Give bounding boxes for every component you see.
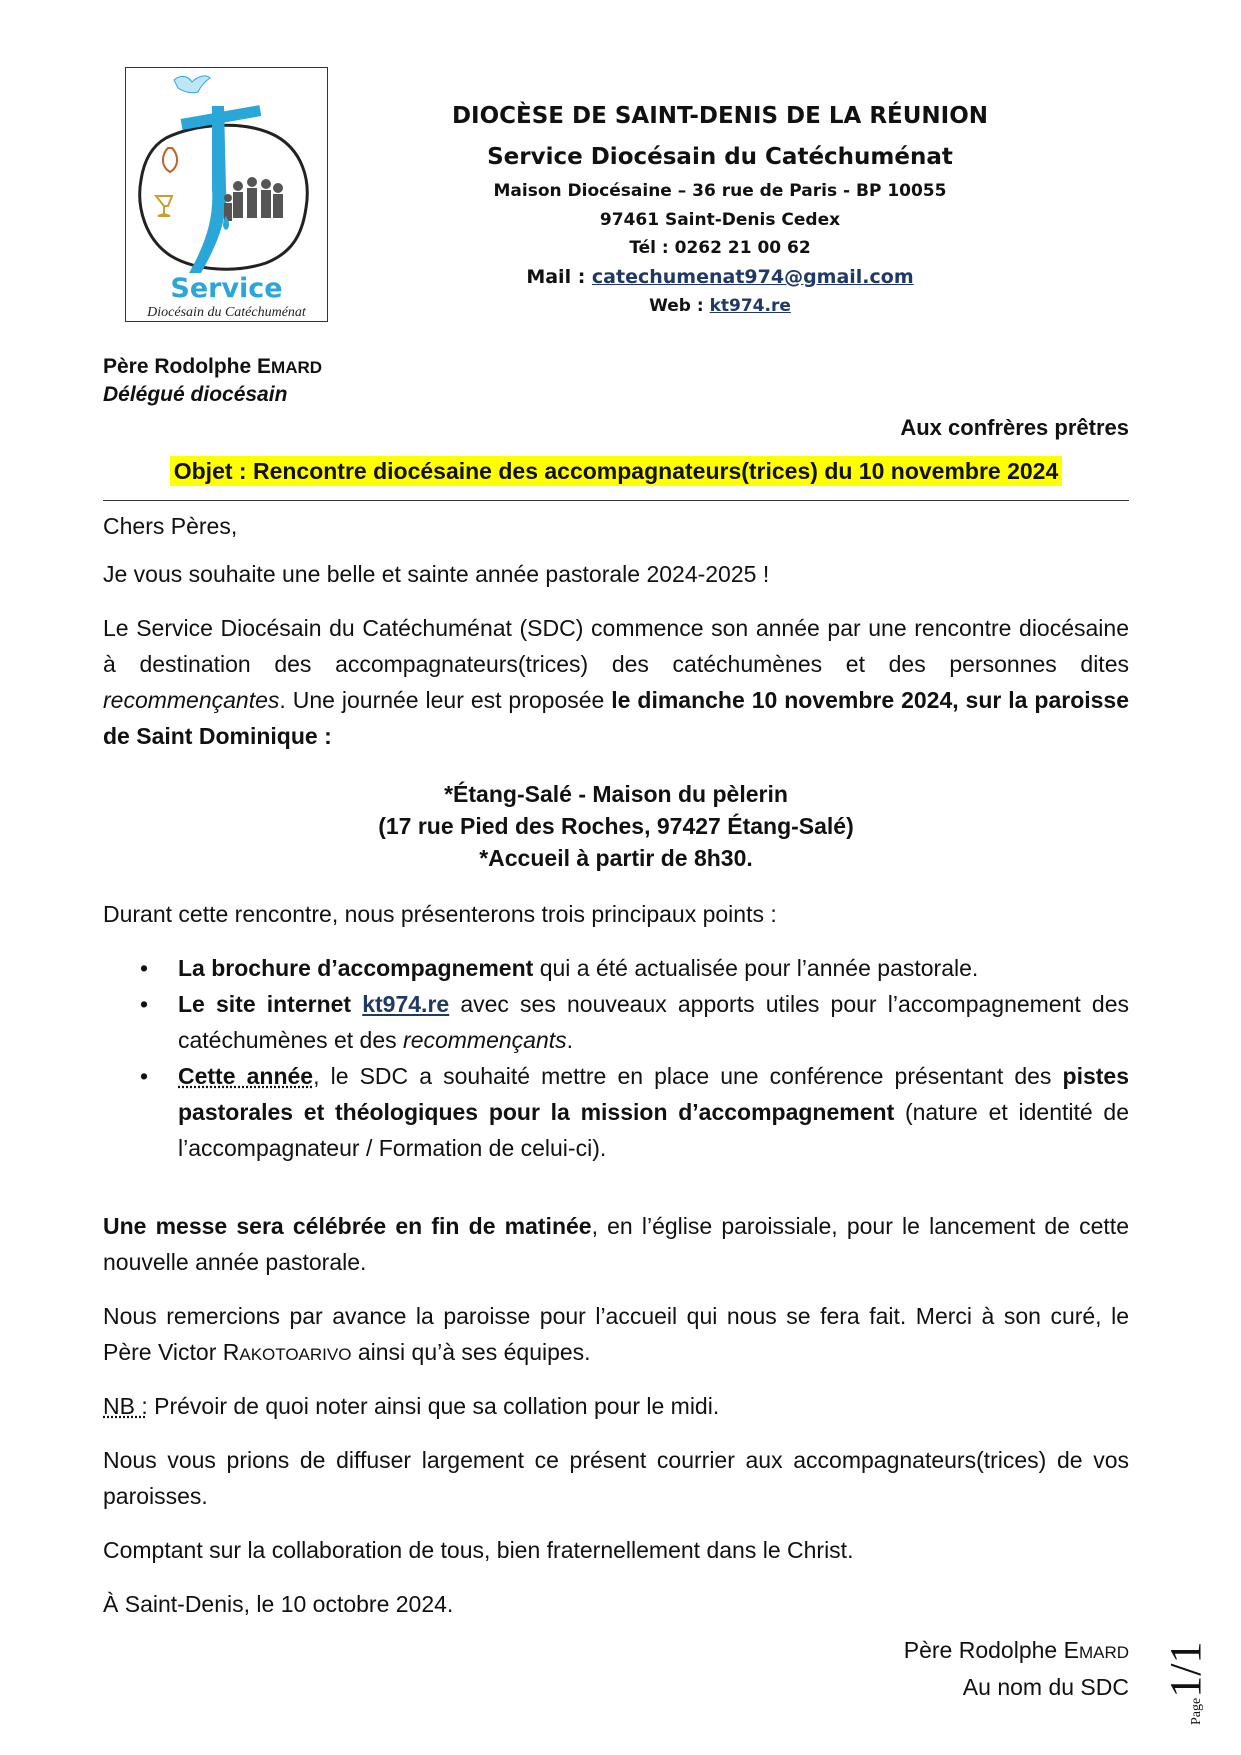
signature-name-last: MARD — [1078, 1643, 1129, 1662]
messe-text: , en l’église paroissiale, pour le lancement de cette nouvelle année pastorale. — [103, 1213, 1129, 1275]
diffuse-paragraph: Nous vous prions de diffuser largement ce présent courrier aux accompagnateurs(trices) de vos paroisses. — [103, 1447, 1129, 1509]
thanks-text-b: ainsi qu’à ses équipes. — [351, 1339, 591, 1365]
point-3-bold-2: pistes pastorales et théologiques pour la mission d’accompagnement — [178, 1063, 1130, 1125]
signature-name-first: Père Rodolphe E — [903, 1637, 1079, 1663]
point-1-bold: La brochure d’accompagnement — [178, 955, 534, 981]
wish-paragraph: Je vous souhaite une belle et sainte année pastorale 2024-2025 ! — [103, 561, 770, 587]
sender-role: Délégué diocésain — [103, 383, 288, 406]
thanks-name-sc: AKOTOARIVO — [239, 1345, 352, 1364]
point-3-text-a: , le SDC a souhaité mettre en place une conférence présentant des — [313, 1063, 1063, 1089]
sender-name-last: MARD — [271, 358, 323, 377]
venue-line-1: *Étang-Salé - Maison du pèlerin — [444, 781, 788, 807]
point-2-bold: Le site internet — [178, 991, 363, 1017]
venue-line-3: *Accueil à partir de 8h30. — [479, 845, 753, 871]
logo-service-word: Service — [170, 273, 283, 304]
point-2-link[interactable]: kt974.re — [362, 991, 450, 1017]
thanks-paragraph — [103, 1298, 1129, 1373]
point-2-text: avec ses nouveaux apports utiles pour l’accompagnement des catéchumènes et des — [178, 991, 1130, 1053]
nb-paragraph — [103, 1388, 1129, 1424]
signature-name — [103, 1632, 1129, 1671]
list-item — [103, 1058, 1129, 1166]
page-label: Page — [1189, 1697, 1204, 1725]
point-2-end: . — [566, 1027, 574, 1053]
points-list — [103, 950, 1129, 1166]
list-item — [103, 986, 1129, 1058]
city-line: 97461 Saint-Denis Cedex — [599, 210, 841, 230]
messe-bold: Une messe sera célébrée en fin de matinée — [103, 1213, 592, 1239]
page-number-value: 1/1 — [1161, 1641, 1210, 1698]
sender-name — [103, 355, 322, 379]
signature-on-behalf: Au nom du SDC — [962, 1674, 1129, 1700]
intro-text-b: . Une journée leur est proposée — [279, 687, 612, 713]
venue-line-2: (17 rue Pied des Roches, 97427 Étang-Salé) — [378, 813, 854, 839]
thanks-text-a: Nous remercions par avance la paroisse pour l’accueil qui nous se fera fait. Merci à son curé, le Père Victor R — [103, 1303, 1129, 1365]
nb-text: Prévoir de quoi noter ainsi que sa collation pour le midi. — [147, 1393, 720, 1419]
point-2-emphasis: recommençants — [403, 1027, 567, 1053]
intro-emphasis: recommençantes — [103, 687, 280, 713]
subject-text: Objet : Rencontre diocésaine des accompagnateurs(trices) du 10 novembre 2024 — [170, 456, 1063, 486]
sender-name-first: Père Rodolphe E — [103, 355, 272, 378]
list-item — [103, 950, 1129, 986]
mail-line — [380, 266, 1060, 288]
intro-text-a: Le Service Diocésain du Catéchuménat (SDC) commence son année par une rencontre diocésaine à destination des accompagnateurs(trices) des catéchumènes et des personnes dites — [103, 615, 1129, 677]
messe-paragraph — [103, 1208, 1129, 1280]
point-3-bold: Cette année — [178, 1063, 314, 1089]
mail-label: Mail : — [526, 266, 592, 288]
points-intro: Durant cette rencontre, nous présenterons trois principaux points : — [103, 901, 777, 927]
web-label: Web : — [649, 296, 710, 316]
point-3-text-b: (nature et identité de l’accompagnateur / Formation de celui-ci). — [178, 1099, 1129, 1161]
tel-line: Tél : 0262 21 00 62 — [629, 238, 811, 258]
page-number — [1160, 1642, 1211, 1725]
intro-date-bold: le dimanche 10 novembre 2024, sur la paroisse de Saint Dominique : — [103, 687, 1130, 749]
closing-paragraph: Comptant sur la collaboration de tous, bien fraternellement dans le Christ. — [103, 1537, 854, 1563]
nb-label: NB : — [103, 1393, 148, 1419]
mail-link[interactable]: catechumenat974@gmail.com — [591, 266, 914, 288]
diocese-logo — [125, 67, 328, 322]
recipient: Aux confrères prêtres — [900, 415, 1129, 440]
web-link[interactable]: kt974.re — [709, 296, 791, 316]
logo-subtitle: Diocésain du Catéchuménat — [147, 305, 306, 320]
place-date: À Saint-Denis, le 10 octobre 2024. — [103, 1591, 454, 1617]
service-title: Service Diocésain du Catéchuménat — [487, 144, 953, 170]
intro-paragraph — [103, 610, 1129, 754]
subject-line — [103, 458, 1129, 501]
address-line: Maison Diocésaine – 36 rue de Paris - BP 10055 — [493, 181, 947, 201]
diocese-title: DIOCÈSE DE SAINT-DENIS DE LA RÉUNION — [451, 103, 989, 129]
point-1-text: qui a été actualisée pour l’année pastorale. — [533, 955, 979, 981]
web-line — [380, 296, 1060, 316]
greeting: Chers Pères, — [103, 513, 238, 539]
